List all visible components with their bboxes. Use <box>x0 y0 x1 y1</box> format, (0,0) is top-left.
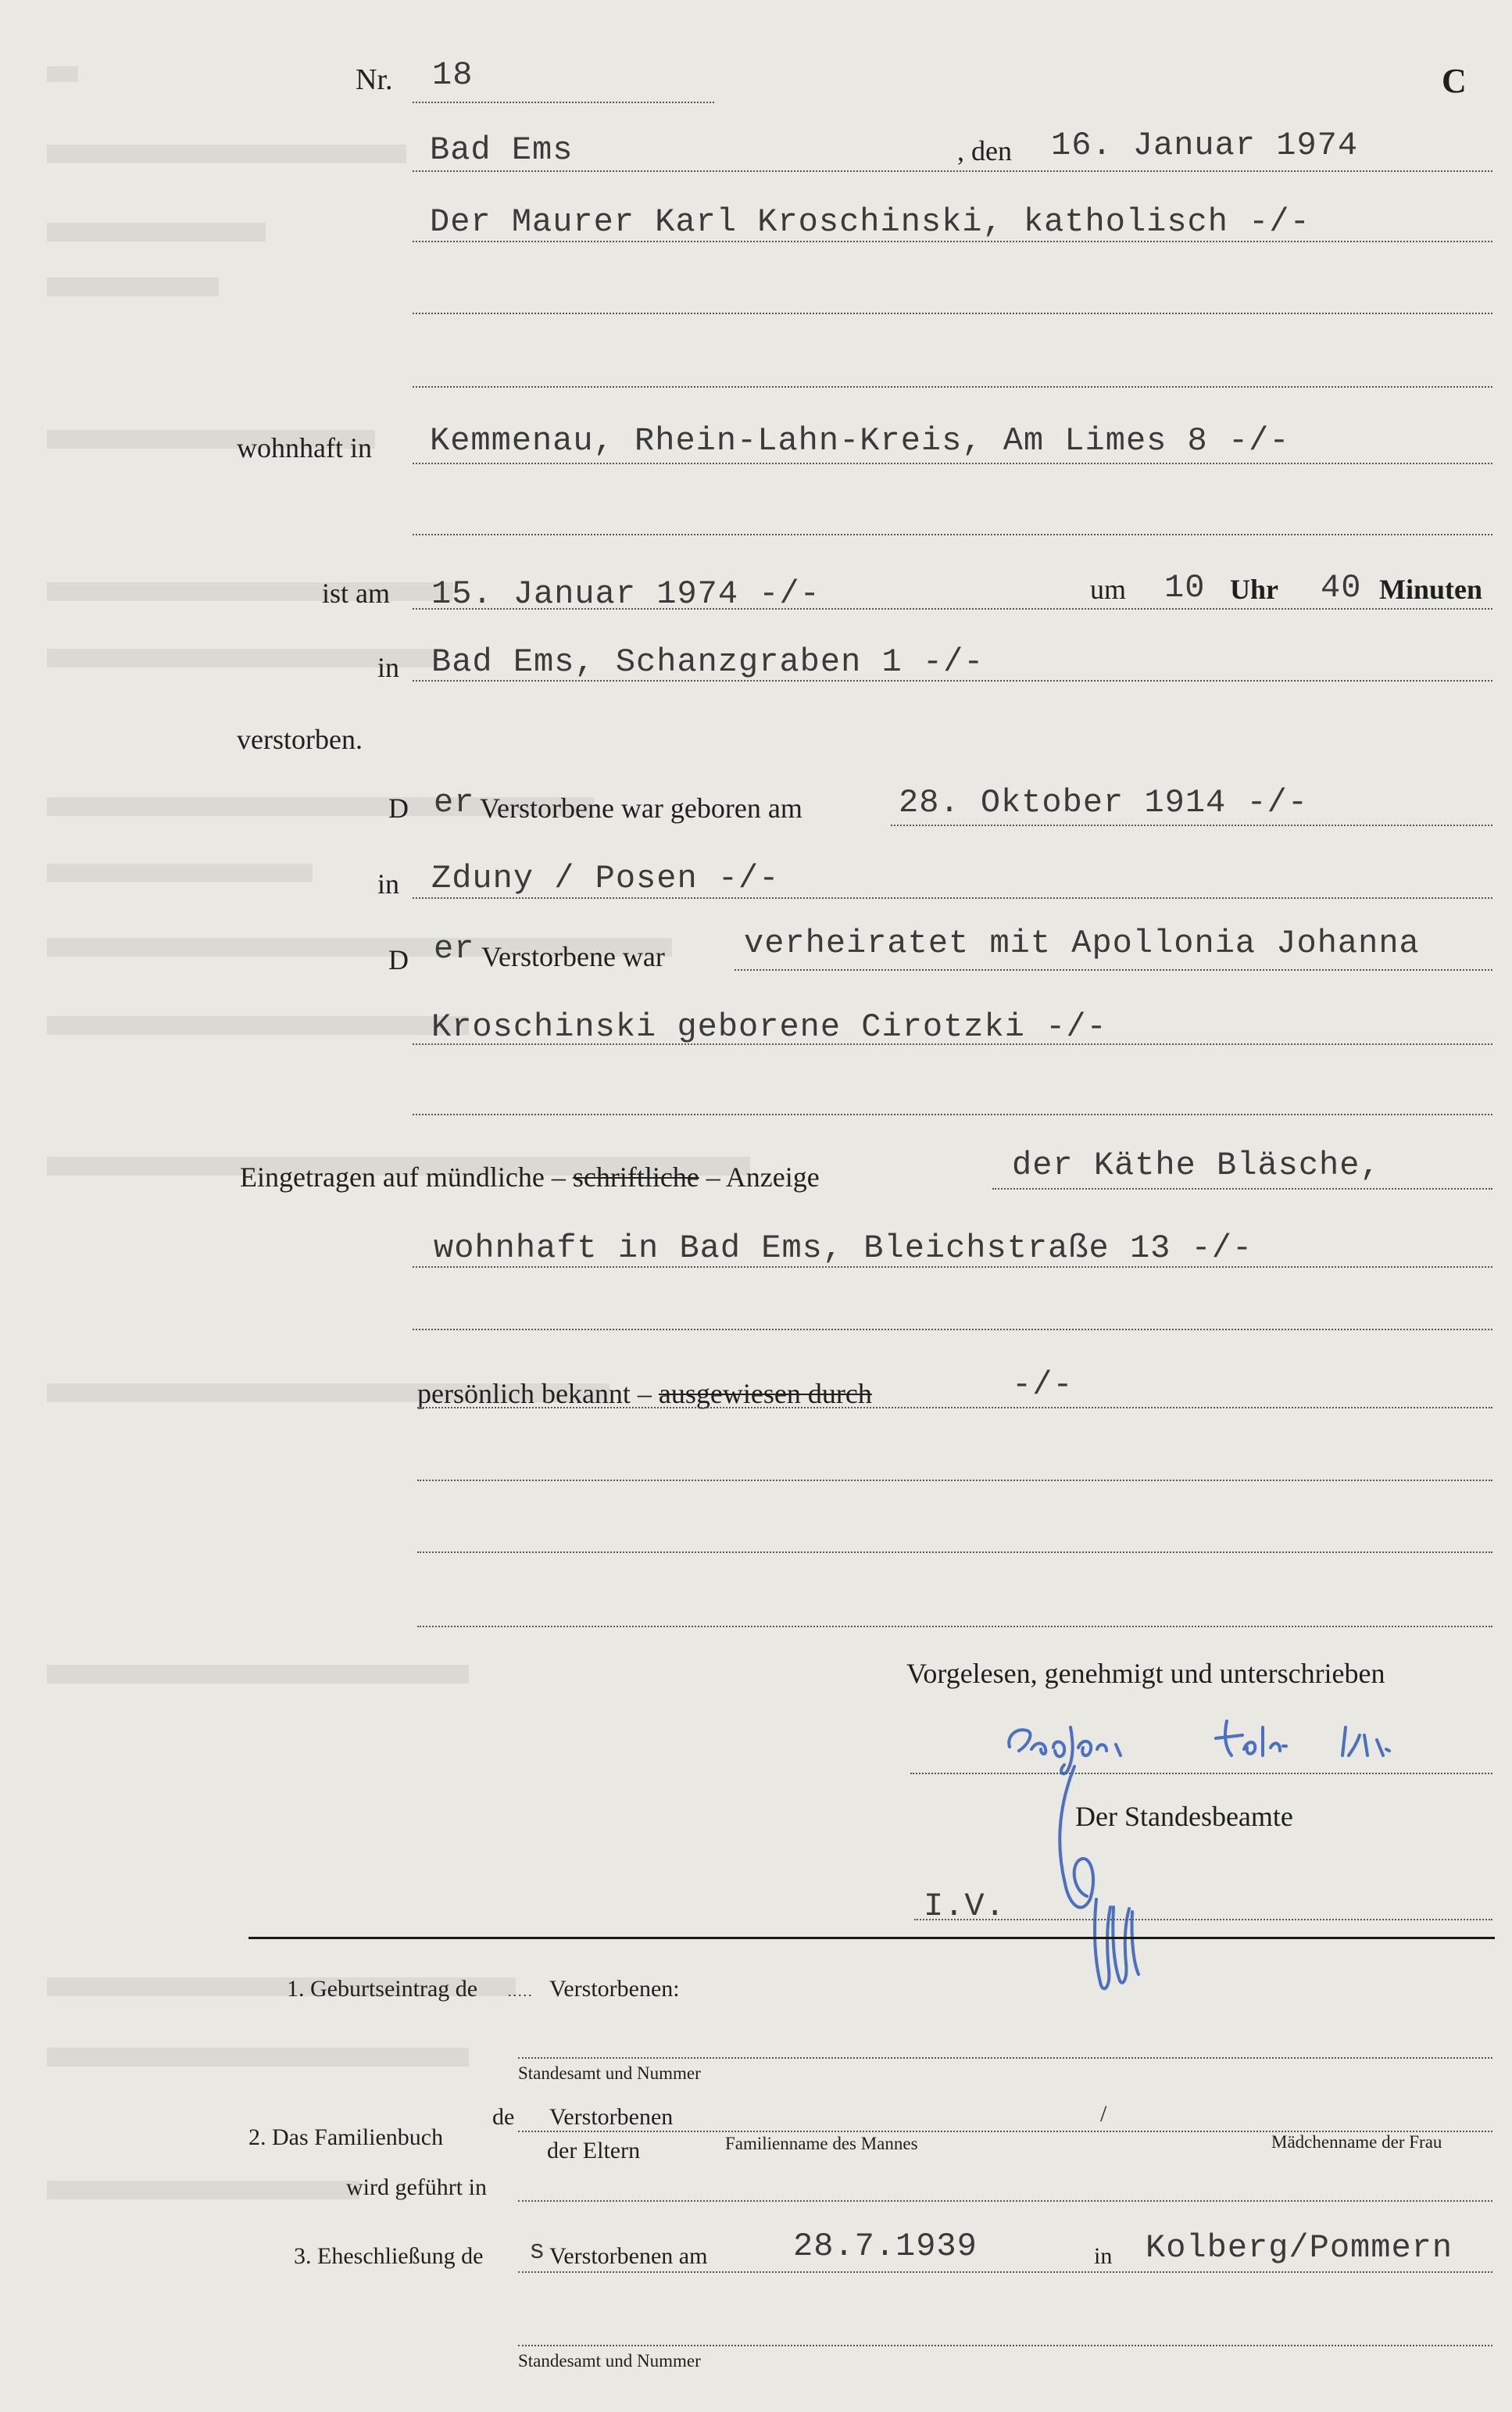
death-date-line <box>413 608 1492 610</box>
marital-line-2-rule <box>413 1043 1492 1045</box>
marital-label: Verstorbene war <box>481 941 665 972</box>
death-place-value: Bad Ems, Schanzgraben 1 -/- <box>431 643 985 681</box>
place-date-line <box>413 170 1492 172</box>
death-minutes: 40 <box>1321 569 1362 607</box>
registrar-signature-line <box>914 1919 1492 1920</box>
birth-place-line <box>413 897 1492 899</box>
registry-date: 16. Januar 1974 <box>1051 127 1359 164</box>
registration-label <box>240 1161 820 1193</box>
blank-line-8 <box>417 1626 1492 1627</box>
entry-number-line <box>413 102 714 103</box>
marital-line-1: verheiratet mit Apollonia Johanna <box>744 925 1420 962</box>
footer-item-2-de: de <box>492 2104 515 2130</box>
footer-item-3-line <box>518 2271 1492 2273</box>
footer-slash: / <box>1100 2101 1107 2127</box>
blank-line-5 <box>413 1329 1492 1330</box>
identity-label-part1: persönlich bekannt – <box>417 1378 652 1409</box>
declarant-line-1-rule <box>413 241 1492 242</box>
blank-line-6 <box>417 1480 1492 1481</box>
footer-kept-in-label: wird geführt in <box>346 2174 487 2200</box>
entry-number: 18 <box>432 56 474 94</box>
footer-marriage-place: Kolberg/Pommern <box>1146 2229 1453 2267</box>
residence-value: Kemmenau, Rhein-Lahn-Kreis, Am Limes 8 -/- <box>430 422 1290 460</box>
footer-item-1-label: 1. Geburtseintrag de <box>287 1976 478 2002</box>
declarant-signature-line <box>910 1773 1492 1774</box>
footer-item-3-mid: Verstorbenen am <box>549 2243 708 2269</box>
death-date-value: 15. Januar 1974 -/- <box>431 575 820 613</box>
footer-item-1-line <box>518 2057 1492 2059</box>
uhr-label: Uhr <box>1230 574 1278 605</box>
nr-label: Nr. <box>356 63 393 96</box>
registration-label-part2: – Anzeige <box>706 1161 820 1193</box>
registration-line-1 <box>992 1188 1492 1190</box>
um-label: um <box>1090 574 1127 605</box>
registration-label-part1: Eingetragen auf mündliche – <box>240 1161 566 1193</box>
footer-item-3-sta-line <box>518 2345 1492 2346</box>
identity-label <box>417 1377 872 1410</box>
registry-place: Bad Ems <box>430 131 574 169</box>
footer-item-2-option-parents: der Eltern <box>547 2138 641 2163</box>
footer-wife-name-label: Mädchenname der Frau <box>1271 2132 1442 2152</box>
death-date-label: ist am <box>322 578 390 609</box>
footer-item-2-label: 2. Das Familienbuch <box>248 2124 444 2150</box>
residence-line <box>413 463 1492 464</box>
footer-kept-in-line <box>518 2200 1492 2202</box>
identity-value: -/- <box>1012 1366 1074 1404</box>
footer-item-3-label: 3. Eheschließung de <box>294 2243 484 2269</box>
registrar-label: Der Standesbeamte <box>1075 1801 1293 1832</box>
registration-value-2: wohnhaft in Bad Ems, Bleichstraße 13 -/- <box>434 1229 1253 1267</box>
birth-date-value: 28. Oktober 1914 -/- <box>899 784 1309 821</box>
identity-label-struck: ausgewiesen durch <box>658 1378 872 1409</box>
closing-text: Vorgelesen, genehmigt und unterschrieben <box>906 1658 1385 1689</box>
blank-line-4 <box>413 1114 1492 1115</box>
registration-label-struck: schriftliche <box>572 1161 699 1193</box>
birth-label: Verstorbene war geboren am <box>480 793 802 824</box>
residence-label: wohnhaft in <box>237 432 372 463</box>
footer-sta-nummer-1: Standesamt und Nummer <box>518 2063 701 2083</box>
death-place-line <box>413 680 1492 682</box>
death-hour: 10 <box>1164 569 1206 607</box>
blank-line-2 <box>413 386 1492 388</box>
form-corner-letter: C <box>1442 62 1467 100</box>
registrar-signature <box>1035 1759 1160 1993</box>
marital-er-suffix: er <box>434 930 475 968</box>
footer-marriage-date: 28.7.1939 <box>793 2228 978 2265</box>
den-label: , den <box>957 135 1012 166</box>
verstorben-label: verstorben. <box>237 724 363 755</box>
blank-line-1 <box>413 313 1492 314</box>
footer-item-3-s: s <box>529 2237 546 2267</box>
blank-line-7 <box>417 1551 1492 1553</box>
footer-item-1-dots: ..... <box>508 1984 534 1999</box>
blank-line-3 <box>413 534 1492 535</box>
footer-marriage-in-label: in <box>1094 2243 1113 2269</box>
footer-item-1-suffix: Verstorbenen: <box>549 1976 680 2002</box>
birth-er-suffix: er <box>434 784 475 821</box>
iv-label: I.V. <box>924 1888 1006 1925</box>
footer-item-2-option-deceased: Verstorbenen <box>549 2104 674 2130</box>
footer-sta-nummer-2: Standesamt und Nummer <box>518 2351 701 2371</box>
footer-divider <box>248 1937 1495 1939</box>
minuten-label: Minuten <box>1379 574 1483 605</box>
footer-husband-name-label: Familienname des Mannes <box>725 2134 918 2153</box>
identity-line <box>417 1407 1492 1408</box>
declarant-line-1: Der Maurer Karl Kroschinski, katholisch -/- <box>430 203 1310 241</box>
birth-place-label: in <box>377 868 400 900</box>
death-place-label: in <box>377 652 400 683</box>
marital-line-2: Kroschinski geborene Cirotzki -/- <box>431 1008 1107 1046</box>
marital-d-label: D <box>388 944 409 975</box>
registration-line-2 <box>413 1266 1492 1268</box>
birth-date-line <box>891 825 1492 826</box>
birth-place-value: Zduny / Posen -/- <box>431 860 780 897</box>
birth-d-label: D <box>388 793 409 824</box>
registration-value-1: der Käthe Bläsche, <box>1012 1147 1381 1184</box>
marital-line-1-rule <box>735 969 1492 971</box>
